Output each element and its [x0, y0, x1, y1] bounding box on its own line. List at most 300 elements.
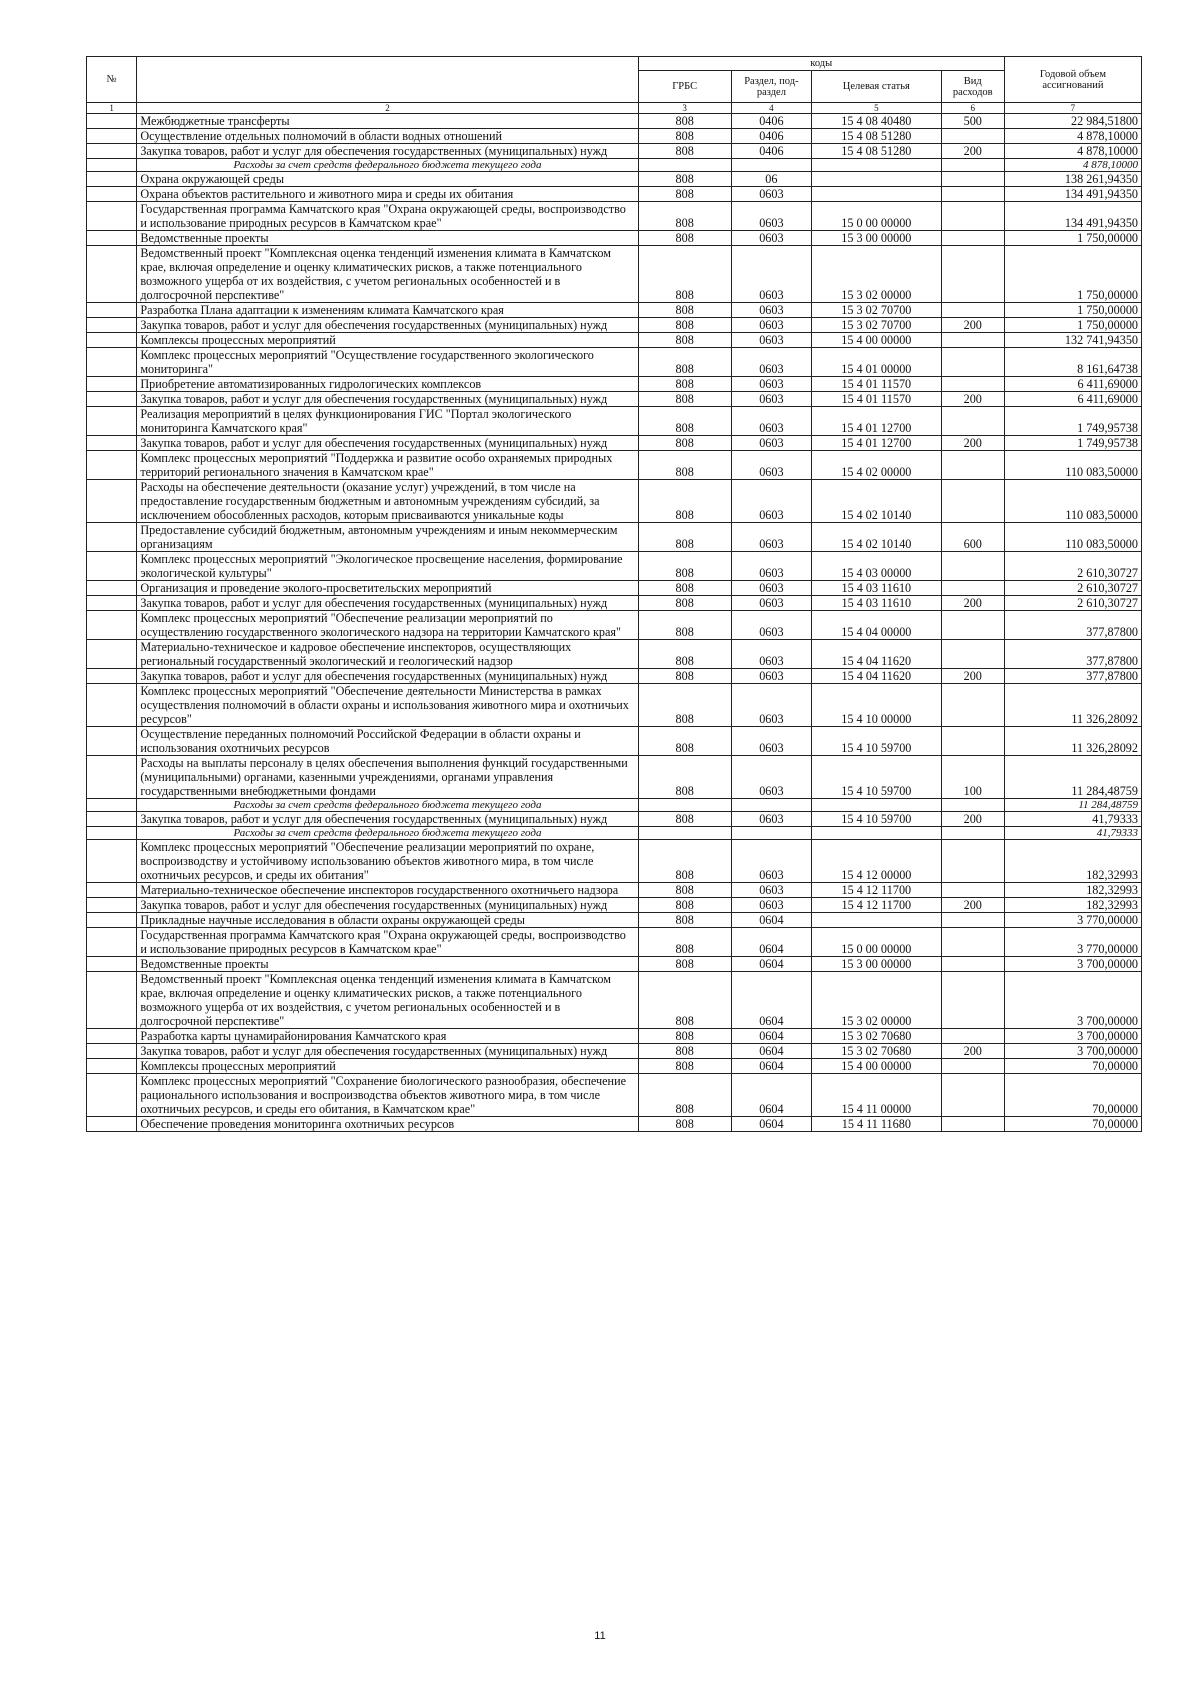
row-grbs-cell: 808 — [638, 640, 731, 669]
row-number-cell — [87, 407, 137, 436]
row-kind-cell — [941, 172, 1004, 187]
row-grbs-cell: 808 — [638, 333, 731, 348]
row-kind-cell — [941, 1059, 1004, 1074]
row-target-cell: 15 3 02 00000 — [812, 246, 942, 303]
row-target-cell: 15 4 01 11570 — [812, 392, 942, 407]
row-name-cell: Охрана объектов растительного и животного мира и среды их обитания — [137, 187, 638, 202]
row-section-cell — [731, 827, 811, 840]
row-amount-cell: 41,79333 — [1004, 827, 1141, 840]
col-number: 3 — [638, 103, 731, 114]
row-amount-cell: 1 750,00000 — [1004, 318, 1141, 333]
row-target-cell: 15 4 03 11610 — [812, 581, 942, 596]
row-amount-cell: 110 083,50000 — [1004, 480, 1141, 523]
row-target-cell: 15 3 02 00000 — [812, 972, 942, 1029]
row-grbs-cell: 808 — [638, 596, 731, 611]
row-name-cell: Расходы за счет средств федерального бюджета текущего года — [137, 159, 638, 172]
row-section-cell: 0603 — [731, 318, 811, 333]
row-section-cell: 0603 — [731, 392, 811, 407]
row-kind-cell — [941, 883, 1004, 898]
row-number-cell — [87, 812, 137, 827]
row-number-cell — [87, 129, 137, 144]
row-number-cell — [87, 581, 137, 596]
row-amount-cell: 70,00000 — [1004, 1059, 1141, 1074]
row-amount-cell: 11 326,28092 — [1004, 727, 1141, 756]
row-grbs-cell: 808 — [638, 407, 731, 436]
row-amount-cell: 3 770,00000 — [1004, 913, 1141, 928]
row-kind-cell — [941, 640, 1004, 669]
row-grbs-cell: 808 — [638, 611, 731, 640]
row-name-cell: Межбюджетные трансферты — [137, 114, 638, 129]
row-section-cell: 0604 — [731, 957, 811, 972]
row-name-cell: Комплекс процессных мероприятий "Сохранение биологического разнообразия, обеспечение рационального использования и воспроизводства объектов животного мира, в том числе охотничьих ресурсов, и среды его обитания, в Камчатском крае" — [137, 1074, 638, 1117]
table-row — [87, 303, 1142, 318]
row-section-cell: 0603 — [731, 581, 811, 596]
row-name-cell: Комплекс процессных мероприятий "Экологическое просвещение населения, формирование экологической культуры" — [137, 552, 638, 581]
row-amount-cell: 138 261,94350 — [1004, 172, 1141, 187]
row-kind-cell — [941, 231, 1004, 246]
row-kind-cell: 500 — [941, 114, 1004, 129]
table-row — [87, 114, 1142, 129]
row-number-cell — [87, 144, 137, 159]
table-row — [87, 1044, 1142, 1059]
row-grbs-cell: 808 — [638, 727, 731, 756]
header-no: № — [87, 57, 137, 103]
row-target-cell — [812, 913, 942, 928]
row-section-cell: 0604 — [731, 1044, 811, 1059]
row-number-cell — [87, 669, 137, 684]
row-kind-cell: 200 — [941, 812, 1004, 827]
table-row — [87, 972, 1142, 1029]
row-target-cell: 15 4 10 00000 — [812, 684, 942, 727]
table-row — [87, 840, 1142, 883]
row-kind-cell: 200 — [941, 596, 1004, 611]
row-number-cell — [87, 1117, 137, 1132]
row-amount-cell: 41,79333 — [1004, 812, 1141, 827]
row-kind-cell — [941, 1029, 1004, 1044]
row-grbs-cell: 808 — [638, 913, 731, 928]
row-name-cell: Материально-техническое обеспечение инспекторов государственного охотничьего надзора — [137, 883, 638, 898]
table-row — [87, 246, 1142, 303]
row-section-cell: 0603 — [731, 303, 811, 318]
row-name-cell: Государственная программа Камчатского края "Охрана окружающей среды, воспроизводство и использование природных ресурсов в Камчатском крае" — [137, 202, 638, 231]
row-kind-cell — [941, 1074, 1004, 1117]
row-section-cell: 0604 — [731, 913, 811, 928]
table-row — [87, 1029, 1142, 1044]
table-row — [87, 957, 1142, 972]
row-kind-cell — [941, 377, 1004, 392]
row-name-cell: Расходы на выплаты персоналу в целях обеспечения выполнения функций государственными (муниципальными) органами, казенными учреждениями, органами управления государственными внебюджетными фондами — [137, 756, 638, 799]
header-grbs: ГРБС — [638, 71, 731, 103]
row-kind-cell — [941, 611, 1004, 640]
row-amount-cell: 70,00000 — [1004, 1117, 1141, 1132]
row-section-cell: 0603 — [731, 436, 811, 451]
row-name-cell: Комплексы процессных мероприятий — [137, 333, 638, 348]
row-section-cell: 0604 — [731, 1074, 811, 1117]
row-target-cell: 15 4 08 40480 — [812, 114, 942, 129]
row-grbs-cell — [638, 159, 731, 172]
row-grbs-cell: 808 — [638, 318, 731, 333]
row-name-cell: Охрана окружающей среды — [137, 172, 638, 187]
col-number: 6 — [941, 103, 1004, 114]
row-grbs-cell — [638, 827, 731, 840]
table-body — [87, 114, 1142, 1132]
federal-funds-row — [87, 827, 1142, 840]
row-amount-cell: 132 741,94350 — [1004, 333, 1141, 348]
row-amount-cell: 377,87800 — [1004, 669, 1141, 684]
row-grbs-cell: 808 — [638, 812, 731, 827]
table-row — [87, 318, 1142, 333]
row-section-cell: 0603 — [731, 333, 811, 348]
row-grbs-cell: 808 — [638, 972, 731, 1029]
col-number: 5 — [812, 103, 942, 114]
row-section-cell: 0603 — [731, 640, 811, 669]
row-amount-cell: 2 610,30727 — [1004, 596, 1141, 611]
row-number-cell — [87, 159, 137, 172]
row-grbs-cell: 808 — [638, 202, 731, 231]
row-target-cell: 15 4 04 11620 — [812, 669, 942, 684]
table-row — [87, 523, 1142, 552]
row-name-cell: Разработка карты цунамирайонирования Камчатского края — [137, 1029, 638, 1044]
table-row — [87, 231, 1142, 246]
table-row — [87, 392, 1142, 407]
header-section: Раздел, под- раздел — [731, 71, 811, 103]
row-amount-cell: 182,32993 — [1004, 898, 1141, 913]
header-target: Целевая статья — [812, 71, 942, 103]
row-grbs-cell: 808 — [638, 581, 731, 596]
row-amount-cell: 22 984,51800 — [1004, 114, 1141, 129]
row-kind-cell: 100 — [941, 756, 1004, 799]
row-section-cell: 0603 — [731, 756, 811, 799]
row-number-cell — [87, 377, 137, 392]
row-section-cell — [731, 799, 811, 812]
row-grbs-cell: 808 — [638, 129, 731, 144]
row-kind-cell — [941, 129, 1004, 144]
table-row — [87, 596, 1142, 611]
row-section-cell: 0604 — [731, 1029, 811, 1044]
row-name-cell: Ведомственные проекты — [137, 231, 638, 246]
row-section-cell: 0603 — [731, 407, 811, 436]
row-target-cell: 15 4 11 11680 — [812, 1117, 942, 1132]
row-name-cell: Осуществление переданных полномочий Российской Федерации в области охраны и использования охотничьих ресурсов — [137, 727, 638, 756]
row-number-cell — [87, 840, 137, 883]
row-amount-cell: 6 411,69000 — [1004, 377, 1141, 392]
row-target-cell: 15 4 02 10140 — [812, 480, 942, 523]
row-name-cell: Государственная программа Камчатского края "Охрана окружающей среды, воспроизводство и использование природных ресурсов в Камчатском крае" — [137, 928, 638, 957]
row-kind-cell — [941, 840, 1004, 883]
row-grbs-cell: 808 — [638, 756, 731, 799]
row-section-cell: 0603 — [731, 669, 811, 684]
row-kind-cell — [941, 684, 1004, 727]
row-section-cell: 0406 — [731, 114, 811, 129]
row-target-cell: 15 4 10 59700 — [812, 727, 942, 756]
row-target-cell: 15 4 04 11620 — [812, 640, 942, 669]
row-name-cell: Комплекс процессных мероприятий "Обеспечение деятельности Министерства в рамках осуществления полномочий в области охраны и использования животного мира и охотничьих ресурсов" — [137, 684, 638, 727]
row-section-cell: 0603 — [731, 246, 811, 303]
row-number-cell — [87, 246, 137, 303]
row-section-cell: 0603 — [731, 231, 811, 246]
row-grbs-cell: 808 — [638, 669, 731, 684]
row-name-cell: Расходы за счет средств федерального бюджета текущего года — [137, 827, 638, 840]
row-kind-cell: 200 — [941, 144, 1004, 159]
row-name-cell: Закупка товаров, работ и услуг для обеспечения государственных (муниципальных) нужд — [137, 596, 638, 611]
row-target-cell: 15 4 03 11610 — [812, 596, 942, 611]
table-row — [87, 172, 1142, 187]
row-grbs-cell: 808 — [638, 1044, 731, 1059]
row-amount-cell: 182,32993 — [1004, 840, 1141, 883]
row-target-cell: 15 4 11 00000 — [812, 1074, 942, 1117]
row-grbs-cell: 808 — [638, 348, 731, 377]
row-target-cell: 15 4 02 00000 — [812, 451, 942, 480]
row-section-cell — [731, 159, 811, 172]
row-name-cell: Разработка Плана адаптации к изменениям климата Камчатского края — [137, 303, 638, 318]
row-target-cell: 15 4 12 11700 — [812, 898, 942, 913]
row-amount-cell: 11 284,48759 — [1004, 756, 1141, 799]
row-number-cell — [87, 756, 137, 799]
row-kind-cell — [941, 246, 1004, 303]
table-row — [87, 883, 1142, 898]
row-number-cell — [87, 596, 137, 611]
col-number: 4 — [731, 103, 811, 114]
table-row — [87, 129, 1142, 144]
row-number-cell — [87, 684, 137, 727]
table-row — [87, 913, 1142, 928]
row-number-cell — [87, 187, 137, 202]
table-row — [87, 727, 1142, 756]
row-amount-cell: 134 491,94350 — [1004, 187, 1141, 202]
row-name-cell: Закупка товаров, работ и услуг для обеспечения государственных (муниципальных) нужд — [137, 144, 638, 159]
row-amount-cell: 1 750,00000 — [1004, 246, 1141, 303]
row-grbs-cell: 808 — [638, 898, 731, 913]
row-target-cell: 15 4 00 00000 — [812, 1059, 942, 1074]
row-section-cell: 0604 — [731, 928, 811, 957]
row-amount-cell: 377,87800 — [1004, 640, 1141, 669]
header-kind: Вид расходов — [941, 71, 1004, 103]
page-number: 11 — [594, 1630, 606, 1642]
column-numbers-row — [87, 103, 1142, 114]
row-kind-cell — [941, 727, 1004, 756]
row-name-cell: Ведомственный проект "Комплексная оценка тенденций изменения климата в Камчатском крае, включая определение и оценку климатических рисков, а также потенциального возможного ущерба от их воздействия, с учетом региональных особенностей и в долгосрочной перспективе" — [137, 972, 638, 1029]
table-row — [87, 407, 1142, 436]
row-number-cell — [87, 172, 137, 187]
row-kind-cell — [941, 957, 1004, 972]
row-number-cell — [87, 303, 137, 318]
row-name-cell: Реализация мероприятий в целях функционирования ГИС "Портал экологического мониторинга Камчатского края" — [137, 407, 638, 436]
row-grbs-cell: 808 — [638, 552, 731, 581]
table-row — [87, 928, 1142, 957]
row-name-cell: Ведомственные проекты — [137, 957, 638, 972]
row-grbs-cell: 808 — [638, 392, 731, 407]
row-kind-cell — [941, 827, 1004, 840]
row-number-cell — [87, 348, 137, 377]
row-name-cell: Закупка товаров, работ и услуг для обеспечения государственных (муниципальных) нужд — [137, 898, 638, 913]
row-section-cell: 0603 — [731, 611, 811, 640]
row-kind-cell — [941, 303, 1004, 318]
row-amount-cell: 3 700,00000 — [1004, 1044, 1141, 1059]
row-section-cell: 0406 — [731, 144, 811, 159]
row-target-cell: 15 4 02 10140 — [812, 523, 942, 552]
row-kind-cell — [941, 913, 1004, 928]
row-target-cell: 15 4 01 11570 — [812, 377, 942, 392]
row-target-cell: 15 3 02 70680 — [812, 1044, 942, 1059]
row-section-cell: 0603 — [731, 840, 811, 883]
row-name-cell: Закупка товаров, работ и услуг для обеспечения государственных (муниципальных) нужд — [137, 392, 638, 407]
row-amount-cell: 110 083,50000 — [1004, 523, 1141, 552]
row-number-cell — [87, 333, 137, 348]
row-amount-cell: 110 083,50000 — [1004, 451, 1141, 480]
row-grbs-cell: 808 — [638, 144, 731, 159]
row-number-cell — [87, 827, 137, 840]
row-number-cell — [87, 202, 137, 231]
row-number-cell — [87, 972, 137, 1029]
row-amount-cell: 4 878,10000 — [1004, 129, 1141, 144]
row-number-cell — [87, 611, 137, 640]
row-amount-cell: 3 770,00000 — [1004, 928, 1141, 957]
row-number-cell — [87, 318, 137, 333]
row-name-cell: Закупка товаров, работ и услуг для обеспечения государственных (муниципальных) нужд — [137, 436, 638, 451]
row-name-cell: Организация и проведение эколого-просветительских мероприятий — [137, 581, 638, 596]
row-target-cell: 15 4 08 51280 — [812, 129, 942, 144]
row-target-cell: 15 4 04 00000 — [812, 611, 942, 640]
row-target-cell: 15 4 01 00000 — [812, 348, 942, 377]
row-amount-cell: 4 878,10000 — [1004, 159, 1141, 172]
table-row — [87, 812, 1142, 827]
row-target-cell: 15 4 00 00000 — [812, 333, 942, 348]
row-target-cell: 15 4 12 00000 — [812, 840, 942, 883]
row-target-cell: 15 4 08 51280 — [812, 144, 942, 159]
row-amount-cell: 1 750,00000 — [1004, 303, 1141, 318]
row-target-cell: 15 3 02 70700 — [812, 318, 942, 333]
row-target-cell — [812, 799, 942, 812]
row-kind-cell — [941, 187, 1004, 202]
row-grbs-cell: 808 — [638, 1029, 731, 1044]
row-number-cell — [87, 1059, 137, 1074]
row-number-cell — [87, 799, 137, 812]
table-header — [87, 57, 1142, 114]
row-number-cell — [87, 523, 137, 552]
row-name-cell: Комплекс процессных мероприятий "Обеспечение реализации мероприятий по осуществлению государственного экологического надзора на территории Камчатского края" — [137, 611, 638, 640]
row-grbs-cell: 808 — [638, 1074, 731, 1117]
row-kind-cell: 200 — [941, 669, 1004, 684]
federal-funds-row — [87, 799, 1142, 812]
row-amount-cell: 1 749,95738 — [1004, 407, 1141, 436]
row-name-cell: Приобретение автоматизированных гидрологических комплексов — [137, 377, 638, 392]
row-name-cell: Прикладные научные исследования в области охраны окружающей среды — [137, 913, 638, 928]
row-target-cell — [812, 172, 942, 187]
table-row — [87, 1117, 1142, 1132]
row-number-cell — [87, 231, 137, 246]
row-name-cell: Закупка товаров, работ и услуг для обеспечения государственных (муниципальных) нужд — [137, 318, 638, 333]
row-number-cell — [87, 883, 137, 898]
row-grbs-cell: 808 — [638, 231, 731, 246]
row-kind-cell — [941, 348, 1004, 377]
table-row — [87, 640, 1142, 669]
row-amount-cell: 2 610,30727 — [1004, 581, 1141, 596]
row-target-cell: 15 0 00 00000 — [812, 928, 942, 957]
row-target-cell: 15 3 02 70680 — [812, 1029, 942, 1044]
row-section-cell: 0406 — [731, 129, 811, 144]
table-row — [87, 611, 1142, 640]
table-row — [87, 1074, 1142, 1117]
row-kind-cell — [941, 407, 1004, 436]
row-amount-cell: 3 700,00000 — [1004, 972, 1141, 1029]
row-kind-cell: 200 — [941, 898, 1004, 913]
row-section-cell: 0603 — [731, 187, 811, 202]
table-row — [87, 1059, 1142, 1074]
row-section-cell: 0603 — [731, 727, 811, 756]
row-section-cell: 0604 — [731, 1059, 811, 1074]
row-amount-cell: 3 700,00000 — [1004, 957, 1141, 972]
table-row — [87, 436, 1142, 451]
row-section-cell: 0604 — [731, 972, 811, 1029]
row-target-cell: 15 4 01 12700 — [812, 436, 942, 451]
row-number-cell — [87, 1074, 137, 1117]
row-grbs-cell: 808 — [638, 451, 731, 480]
table-row — [87, 348, 1142, 377]
row-target-cell — [812, 187, 942, 202]
table-row — [87, 684, 1142, 727]
row-target-cell: 15 3 02 70700 — [812, 303, 942, 318]
row-target-cell — [812, 159, 942, 172]
row-section-cell: 0603 — [731, 812, 811, 827]
row-name-cell: Ведомственный проект "Комплексная оценка тенденций изменения климата в Камчатском крае, включая определение и оценку климатических рисков, а также потенциального возможного ущерба от их воздействия, с учетом региональных особенностей и в долгосрочной перспективе" — [137, 246, 638, 303]
row-amount-cell: 3 700,00000 — [1004, 1029, 1141, 1044]
row-target-cell — [812, 827, 942, 840]
row-number-cell — [87, 913, 137, 928]
table-row — [87, 144, 1142, 159]
row-amount-cell: 4 878,10000 — [1004, 144, 1141, 159]
table-row — [87, 669, 1142, 684]
row-section-cell: 0603 — [731, 202, 811, 231]
row-name-cell: Закупка товаров, работ и услуг для обеспечения государственных (муниципальных) нужд — [137, 669, 638, 684]
row-amount-cell: 11 326,28092 — [1004, 684, 1141, 727]
row-target-cell: 15 3 00 00000 — [812, 231, 942, 246]
row-target-cell: 15 4 10 59700 — [812, 812, 942, 827]
row-grbs-cell: 808 — [638, 684, 731, 727]
col-number: 2 — [137, 103, 638, 114]
row-kind-cell — [941, 333, 1004, 348]
row-grbs-cell: 808 — [638, 246, 731, 303]
row-kind-cell — [941, 581, 1004, 596]
budget-table — [86, 56, 1142, 1132]
row-target-cell: 15 4 10 59700 — [812, 756, 942, 799]
row-grbs-cell: 808 — [638, 480, 731, 523]
row-kind-cell — [941, 451, 1004, 480]
table-row — [87, 898, 1142, 913]
row-section-cell: 0603 — [731, 898, 811, 913]
row-amount-cell: 1 749,95738 — [1004, 436, 1141, 451]
row-grbs-cell — [638, 799, 731, 812]
row-kind-cell — [941, 1117, 1004, 1132]
row-section-cell: 0603 — [731, 480, 811, 523]
row-kind-cell — [941, 552, 1004, 581]
row-kind-cell: 600 — [941, 523, 1004, 552]
row-kind-cell — [941, 202, 1004, 231]
row-name-cell: Материально-техническое и кадровое обеспечение инспекторов, осуществляющих региональный государственный экологический и геологический надзор — [137, 640, 638, 669]
row-number-cell — [87, 928, 137, 957]
row-name-cell: Расходы на обеспечение деятельности (оказание услуг) учреждений, в том числе на предоставление государственным бюджетным и автономным учреждениям субсидий, за исключением обособленных расходов, которым присваиваются уникальные коды — [137, 480, 638, 523]
row-amount-cell: 70,00000 — [1004, 1074, 1141, 1117]
table-row — [87, 480, 1142, 523]
row-number-cell — [87, 552, 137, 581]
table-row — [87, 377, 1142, 392]
row-section-cell: 0603 — [731, 552, 811, 581]
row-number-cell — [87, 1029, 137, 1044]
row-section-cell: 0603 — [731, 596, 811, 611]
row-number-cell — [87, 114, 137, 129]
row-amount-cell: 182,32993 — [1004, 883, 1141, 898]
row-amount-cell: 6 411,69000 — [1004, 392, 1141, 407]
row-target-cell: 15 0 00 00000 — [812, 202, 942, 231]
